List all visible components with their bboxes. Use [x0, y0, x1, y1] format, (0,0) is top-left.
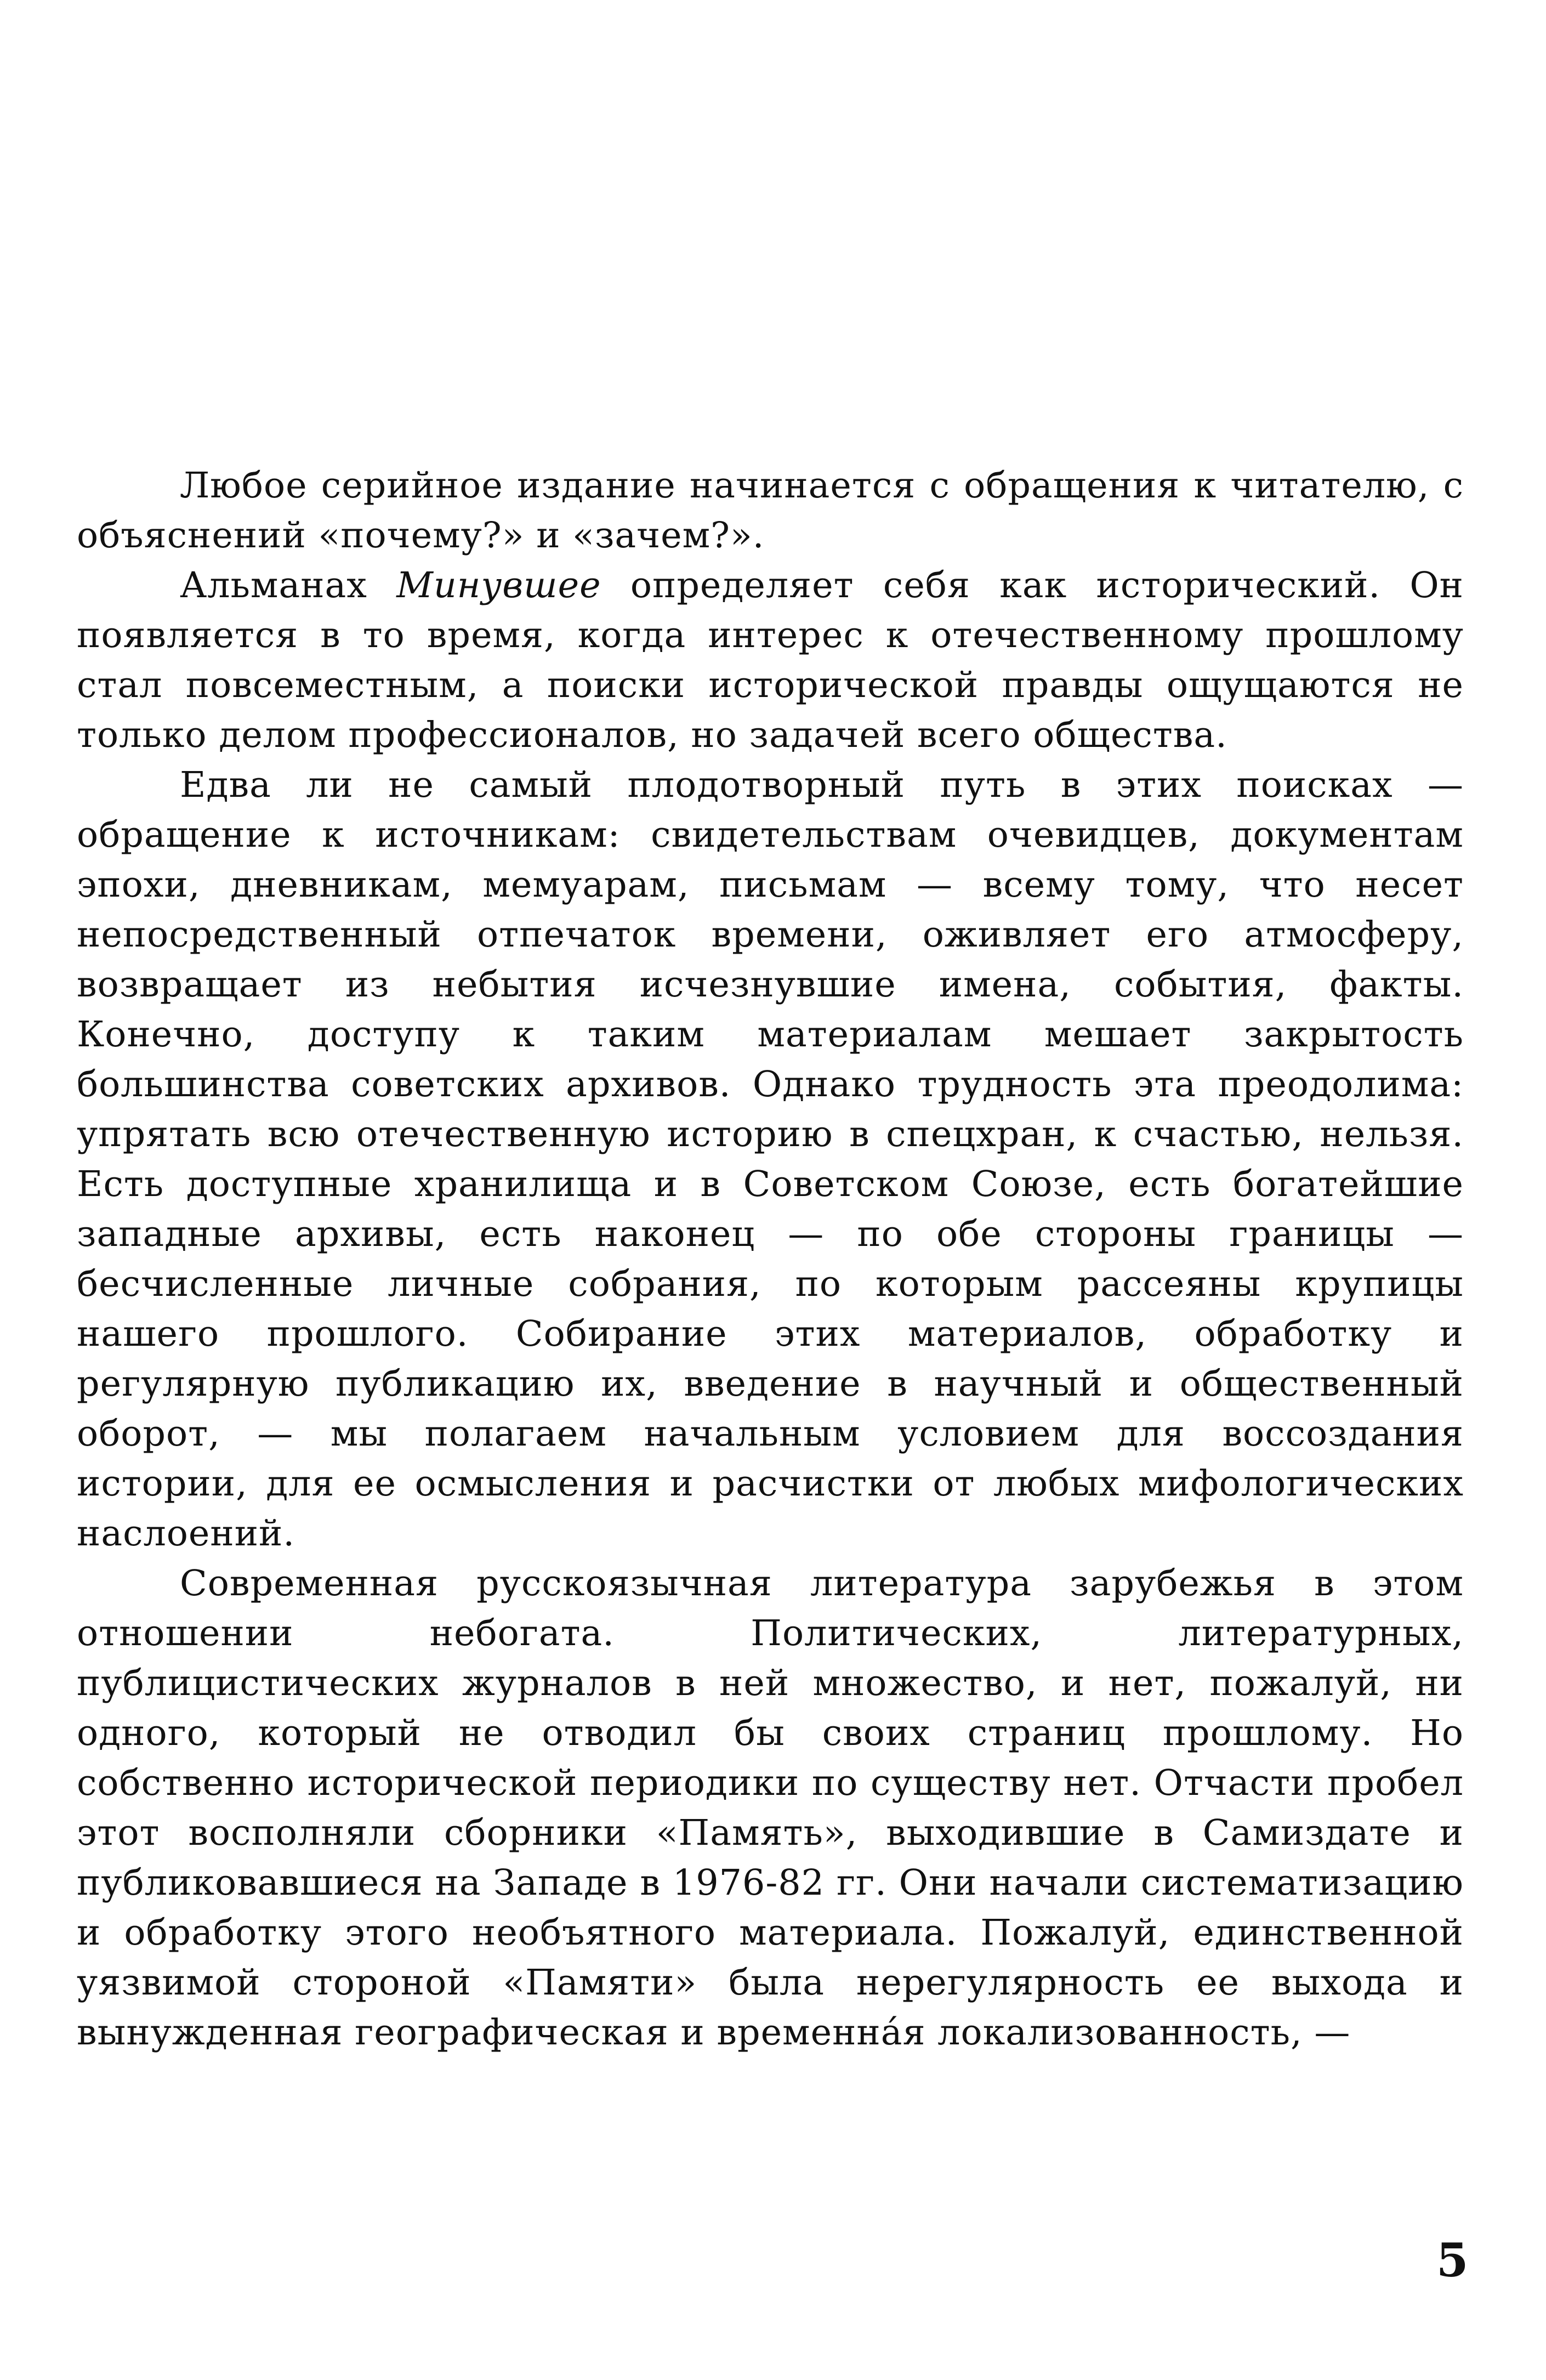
paragraph-2-rest: определяет себя как исторический. Он появляется в то время, когда интерес к отечественному прошлому стал повсеместным, а поиски исторической правды ощущаются не только делом профессионалов, но задачей всего общества.: [77, 565, 1464, 756]
paragraph-2-start: Альманах: [180, 565, 397, 606]
page-number: 5: [1436, 2233, 1469, 2287]
paragraph-1: Любое серийное издание начинается с обращения к читателю, с объяснений «почему?» и «зачем?».: [77, 465, 1464, 556]
paragraph-4: Современная русскоязычная литература зарубежья в этом отношении небогата. Политических, литературных, публицистических журналов в ней множество, и нет, пожалуй, ни одного, который не отводил бы своих страниц прошлому. Но собственно исторической периодики по существу нет. Отчасти пробел этот восполняли сборники «Память», выходившие в Самиздате и публиковавшиеся на Западе в 1976-82 гг. Они начали систематизацию и обработку этого необъятного материала. Пожалуй, единственной уязвимой стороной «Памяти» была нерегулярность ее выхода и вынужденная географическая и временнáя локализованность, —: [77, 1563, 1464, 2053]
paragraph-3: Едва ли не самый плодотворный путь в этих поисках — обращение к источникам: свидетельствам очевидцев, документам эпохи, дневникам, мемуарам, письмам — всему тому, что несет непосредственный отпечаток времени, оживляет его атмосферу, возвращает из небытия исчезнувшие имена, события, факты. Конечно, доступу к таким материалам мешает закрытость большинства советских архивов. Однако трудность эта преодолима: упрятать всю отечественную историю в спецхран, к счастью, нельзя. Есть доступные хранилища и в Советском Союзе, есть богатейшие западные архивы, есть наконец — по обе стороны границы — бесчисленные личные собрания, по которым рассеяны крупицы нашего прошлого. Собирание этих материалов, обработку и регулярную публикацию их, введение в научный и общественный оборот, — мы полагаем начальным условием для воссоздания истории, для ее осмысления и расчистки от любых мифологических наслоений.: [77, 764, 1464, 1554]
body-text: [77, 461, 1464, 2058]
paragraph-2: [77, 560, 1464, 760]
almanac-title: Минувшее: [396, 565, 601, 606]
